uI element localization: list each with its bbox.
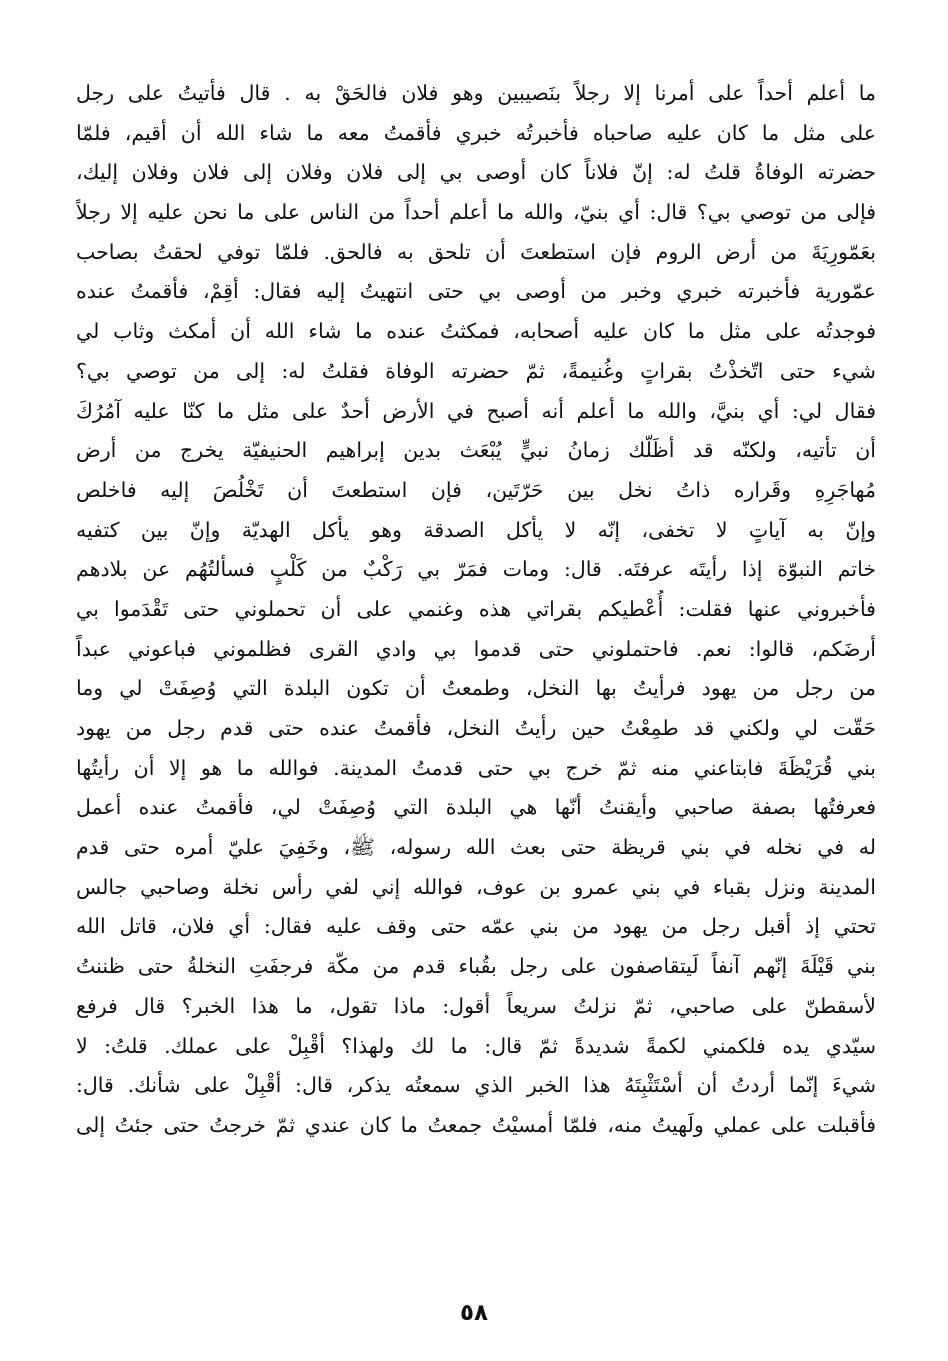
text-line: أرضَكم، قالوا: نعم. فاحتملوني حتى قدموا بي وادي القرى فظلموني فباعوني عبداً — [76, 636, 876, 661]
body-text — [76, 74, 876, 1146]
text-line: وإنّ به آياتٍ لا تخفى، إنّه لا يأكل الصدقة وهو يأكل الهديّة وإنّ بين كتفيه — [76, 517, 876, 542]
text-line: فأقبلت على عملي ولَهيتُ منه، فلمّا أمسيْتُ جمعتُ ما كان عندي ثمّ خرجتُ حتى جئتُ إلى — [76, 1112, 876, 1137]
text-line: حَقّت لي ولكني قد طمِعْتُ حين رأيتُ النخل، فأقمتُ عنده حتى قدم رجل من يهود — [76, 716, 876, 740]
page-number: ٥٨ — [459, 1300, 489, 1326]
text-line: مُهاجَرِهِ وقَراره ذاتُ نخل بين حَرّتَين، فإن استطعتَ أن تَخْلُصَ إليه فاخلص — [76, 477, 876, 502]
text-line: تحتي إذ أقبل رجل من يهود من بني عمّه حتى وقف عليه فقال: أي فلان، قاتل الله — [76, 914, 876, 939]
text-line: فقال لي: أي بنيَّ، والله ما أعلم أنه أصبح في الأرض أحدٌ على مثل ما كنّا عليه آمُرُكَ — [76, 398, 876, 423]
text-line: فإلى من توصي بي؟ قال: أي بنيّ، والله ما أعلم أحداً من الناس على ما نحن عليه إلا رجلاً — [76, 200, 876, 225]
text-line: شيء حتى اتّخذْتُ بقراتٍ وغُنيمةً، ثمّ حضرته الوفاة فقلتُ له: إلى من توصي بي؟ — [76, 358, 876, 383]
text-line: خاتم النبوّة إذا رأيتَه عرفتَه. قال: ومات فمَرّ بي رَكْبٌ من كَلْبٍ فسألتُهُم عن بلادهم — [76, 557, 876, 582]
text-line: من رجل من يهود فرأيتُ بها النخل، وطمعتُ أن تكون البلدة التي وُصِفَتْ لي وما — [76, 676, 876, 701]
text-line: ما أعلم أحداً على أمرنا إلا رجلاً بنَصيبين وهو فلان فالحَقْ به . قال فأتيتُ على رجل — [76, 81, 876, 105]
text-line: على مثل ما كان عليه صاحباه فأخبرتُه خبري فأقمتُ معه ما شاء الله أن أقيم، فلمّا — [76, 120, 876, 145]
text-line: عمّورية فأخبرته خبري وخبر من أوصى بي حتى انتهيتُ إليه فقال: أقِمْ، فأقمتُ عنده — [76, 279, 876, 304]
text-line: حضرته الوفاةُ قلتُ له: إنّ فلاناً كان أوصى بي إلى فلان وفلان إلى فلان وفلان إليك، — [76, 160, 876, 185]
text-line: سيّدي يده فلكمني لكمةً شديدةً ثمّ قال: ما لك ولهذا؟ أقْبِلْ على عملك. قلتُ: لا — [76, 1033, 876, 1058]
text-line: شيءَ إنّما أردتُ أن أسْتَثْبِتَهُ هذا الخبر الذي سمعتُه يذكر، قال: أقْبِلْ على شأنك. قال: — [76, 1073, 876, 1098]
text-line: بني قُرَيْظَةَ فابتاعني منه ثمّ خرج بي حتى قدمتُ المدينة. فوالله ما هو إلا أن رأيتُها — [76, 755, 876, 780]
text-line: فأخبروني عنها فقلت: أُعْطيكم بقراتي هذه وغنمي على أن تحملوني حتى تَقْدَموا بي — [76, 596, 876, 621]
text-line: بني قَيْلَةَ إنّهم آنفاً لَيتقاصفون على رجل بقُباء قدم من مكّة فرجفَتِ النخلةُ حتى ظننتُ — [76, 954, 876, 979]
text-line: فعرفتُها بصفة صاحبي وأيقنتُ أنّها هي البلدة التي وُصِفَتْ لي، فأقمتُ عنده أعمل — [76, 795, 876, 820]
text-line: فوجدتُه على مثل ما كان عليه أصحابه، فمكثتُ عنده ما شاء الله أن أمكث وثاب لي — [76, 319, 876, 344]
text-line: له في نخله في بني قريظة حتى بعث الله رسوله، ﷺ، وخَفِيَ عليّ أمره حتى قدم — [76, 835, 876, 860]
text-line: بعَمّورِيَةَ من أرض الروم فإن استطعتَ أن تلحق به فالحق. فلمّا توفي لحقتُ بصاحب — [76, 239, 876, 264]
text-line: المدينة ونزل بقباء في بني عمرو بن عوف، فوالله إني لفي رأس نخلة وصاحبي جالس — [76, 874, 876, 899]
text-line: أن تأتيه، ولكنّه قد أظَلّك زمانُ نبيٍّ يُبْعَث بدين إبراهيم الحنيفيّة يخرج من أرض — [76, 438, 876, 463]
text-line: لأسقطنّ على صاحبي، ثمّ نزلتُ سريعاً أقول: ماذا تقول، ما هذا الخبر؟ قال فرفع — [76, 993, 876, 1018]
